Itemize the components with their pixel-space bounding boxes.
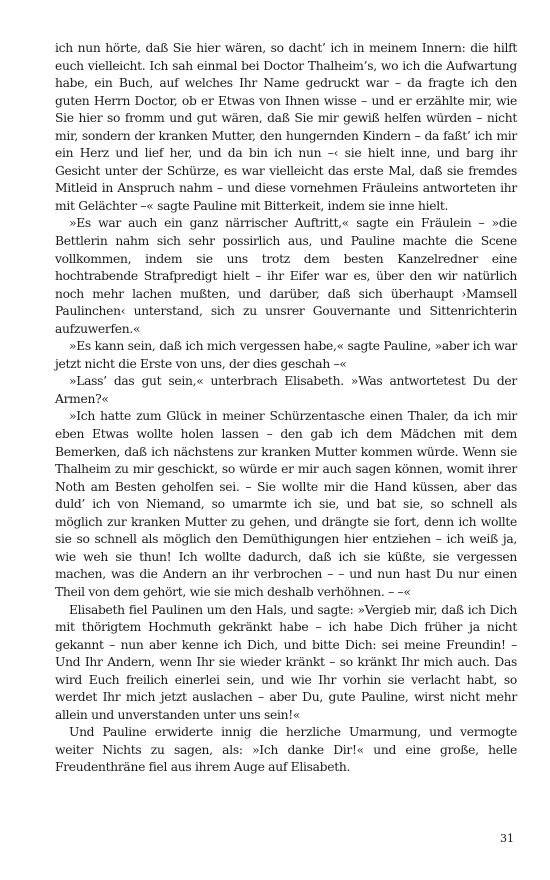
paragraph-5: »Ich hatte zum Glück in meiner Schürzentasche einen Thaler, da ich mir eben Etwas wollte holen lassen – den gab ich dem Mädchen mit dem Bemerken, daß ich nächstens zur kranken Mutter kommen würde. Wenn sie Thalheim zu mir geschickt, so würde er mir auch sagen können, womit ihrer Noth am Besten geholfen sei. – Sie wollte mir die Hand küssen, aber das duld’ ich von Niemand, so umarmte ich sie, und bat sie, so schnell als möglich zur kranken Mutter zu gehen, und drängte sie fort, denn ich wollte sie so schnell als möglich den Demüthigungen hier entziehen – ich weiß ja, wie weh sie thun! Ich wollte dadurch, daß ich sie küßte, sie vergessen machen, was die Andern an ihr verbrochen – – und nun hast Du nur einen Theil von dem gehört, wie sie mich deshalb verhöhnen. – –«: [55, 409, 517, 599]
paragraph-4: »Lass’ das gut sein,« unterbrach Elisabeth. »Was antwortetest Du der Armen?«: [55, 374, 517, 406]
book-page-text: [55, 40, 517, 777]
paragraph-3: »Es kann sein, daß ich mich vergessen habe,« sagte Pauline, »aber ich war jetzt nicht die Erste von uns, der dies geschah –«: [55, 339, 517, 371]
paragraph-6: Elisabeth fiel Paulinen um den Hals, und sagte: »Vergieb mir, daß ich Dich mit thörigtem Hochmuth gekränkt habe – ich habe Dich früher ja nicht gekannt – nun aber kenne ich Dich, und bitte Dich: sei meine Freundin! – Und Ihr Andern, wenn Ihr sie wieder kränkt – so kränkt Ihr mich auch. Das wird Euch freilich einerlei sein, und wie Ihr vorhin sie verlacht habt, so werdet Ihr mich jetzt auslachen – aber Du, gute Pauline, wirst nicht mehr allein und unverstanden unter uns sein!«: [55, 602, 517, 722]
paragraph-7: Und Pauline erwiderte innig die herzliche Umarmung, und vermogte weiter Nichts zu sagen, als: »Ich danke Dir!« und eine große, helle Freudenthräne fiel aus ihrem Auge auf Elisabeth.: [55, 725, 517, 775]
page-number: 31: [500, 832, 514, 845]
paragraph-2: »Es war auch ein ganz närrischer Auftritt,« sagte ein Fräulein – »die Bettlerin nahm sich sehr possirlich aus, und Pauline machte die Scene vollkommen, indem sie uns trotz dem besten Kanzelredner eine hochtrabende Strafpredigt hielt – ihr Eifer war es, über den wir natürlich noch mehr lachen mußten, und darüber, daß sich überhaupt ›Mamsell Paulinchen‹ unterstand, sich zu unsrer Gouvernante und Sittenrichterin aufzuwerfen.«: [55, 216, 517, 336]
paragraph-1: ich nun hörte, daß Sie hier wären, so dacht’ ich in meinem Innern: die hilft euch vielleicht. Ich sah einmal bei Doctor Thalheim’s, wo ich die Aufwartung habe, ein Buch, auf welches Ihr Name gedruckt war – da fragte ich den guten Herrn Doctor, ob er Etwas von Ihnen wisse – und er erzählte mir, wie Sie hier so fromm und gut wären, daß Sie mir gewiß helfen würden – nicht mir, sondern der kranken Mutter, den hungernden Kindern – da faßt’ ich mir ein Herz und lief her, und da bin ich nun –‹ sie hielt inne, und barg ihr Gesicht unter der Schürze, es war vielleicht das erste Mal, daß sie fremdes Mitleid in Anspruch nahm – und diese vornehmen Fräuleins antworteten ihr mit Gelächter –« sagte Pauline mit Bitterkeit, indem sie inne hielt.: [55, 41, 517, 213]
